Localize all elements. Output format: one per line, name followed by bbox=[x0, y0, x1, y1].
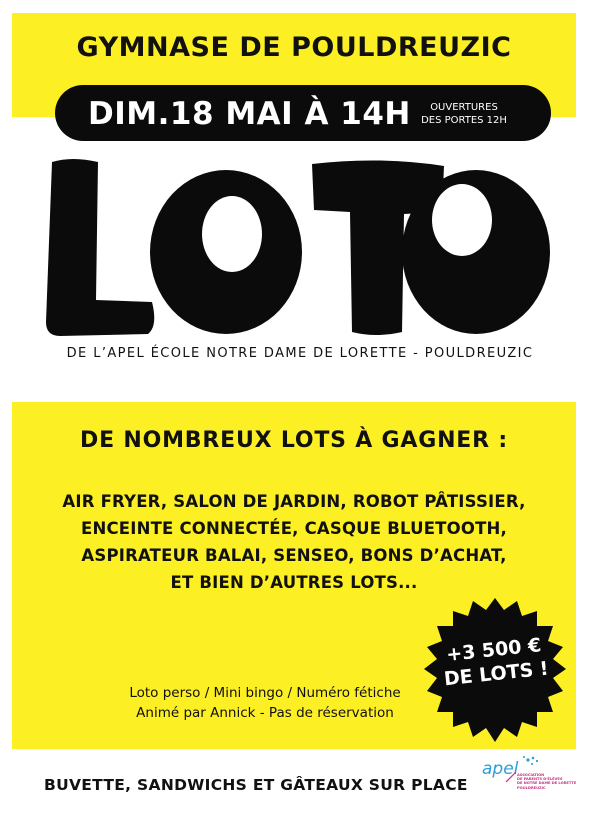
loto-title-text: LOTO bbox=[30, 150, 33, 151]
prize-line: ENCEINTE CONNECTÉE, CASQUE BLUETOOTH, bbox=[80, 519, 508, 538]
apel-logo-word: apel bbox=[482, 759, 519, 779]
badge-amount: +3 500 € bbox=[445, 634, 543, 666]
prize-list bbox=[12, 488, 576, 596]
prize-line: AIR FRYER, SALON DE JARDIN, ROBOT PÂTISSIER, bbox=[62, 492, 526, 511]
doors-line-2: DES PORTES 12H bbox=[421, 115, 507, 126]
event-details bbox=[60, 683, 470, 723]
details-line-2: Animé par Annick - Pas de réservation bbox=[136, 705, 394, 721]
letter-l bbox=[46, 159, 154, 336]
doors-opening bbox=[408, 101, 520, 127]
prizes-heading: DE NOMBREUX LOTS À GAGNER : bbox=[80, 428, 508, 453]
venue-title: GYMNASE DE POULDREUZIC bbox=[76, 32, 512, 63]
details-line-1: Loto perso / Mini bingo / Numéro fétiche bbox=[129, 685, 401, 701]
letter-o-2-eye bbox=[432, 184, 492, 256]
event-date: DIM.18 MAI À 14H bbox=[88, 96, 411, 132]
letter-o-1-eye bbox=[202, 196, 262, 272]
prize-line: ET BIEN D’AUTRES LOTS... bbox=[170, 573, 418, 592]
apel-logo-caption: ASSOCIATION DE PARENTS D'ÉLÈVES DE NOTRE DAME DE LORETTE POULDREUZIC bbox=[517, 773, 577, 790]
prize-line: ASPIRATEUR BALAI, SENSEO, BONS D’ACHAT, bbox=[81, 546, 507, 565]
footer-refreshments: BUVETTE, SANDWICHS ET GÂTEAUX SUR PLACE bbox=[44, 776, 468, 794]
badge-label: DE LOTS ! bbox=[442, 657, 550, 691]
organizer-line: DE L’APEL ÉCOLE NOTRE DAME DE LORETTE - POULDREUZIC bbox=[66, 346, 534, 361]
loto-logo bbox=[30, 150, 570, 340]
doors-line-1: OUVERTURES bbox=[430, 102, 498, 113]
